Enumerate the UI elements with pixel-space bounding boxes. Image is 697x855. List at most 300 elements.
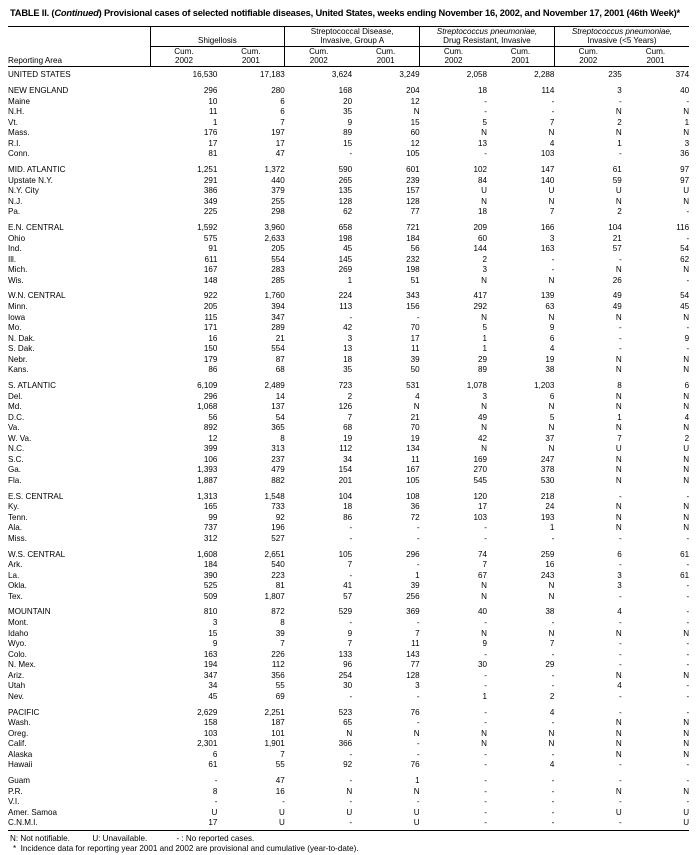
value-cell: N: [615, 196, 622, 206]
table-row: [8, 86, 689, 97]
header-col-6-line1: Cum.: [510, 46, 531, 56]
value-cell: -: [619, 254, 622, 264]
value-cell: 6: [280, 107, 285, 117]
value-cell: 77: [410, 660, 420, 670]
value-cell: U: [481, 186, 487, 196]
table-row: [8, 139, 689, 150]
table-row: [8, 534, 689, 545]
value-cell: N: [548, 444, 555, 454]
value-cell: 2: [347, 391, 353, 401]
value-cell: N: [615, 391, 622, 401]
value-cell: 1,078: [466, 380, 487, 390]
table-row: [8, 291, 689, 302]
value-cell: 97: [680, 165, 690, 175]
value-cell: 374: [675, 70, 690, 80]
reporting-area-cell: N. Mex.: [8, 660, 36, 670]
value-cell: 296: [406, 549, 420, 559]
table-row: [8, 592, 689, 603]
value-cell: 922: [203, 291, 218, 301]
value-cell: 92: [343, 760, 353, 770]
value-cell: 135: [338, 186, 353, 196]
value-cell: 55: [275, 681, 285, 691]
table-row: [8, 455, 689, 466]
value-cell: N: [548, 581, 555, 591]
value-cell: U: [683, 807, 690, 817]
header-col-1-line2: 2002: [174, 56, 193, 66]
value-cell: -: [619, 618, 622, 628]
table-row: [8, 444, 689, 455]
header-col-8: [622, 46, 689, 66]
value-cell: 49: [612, 291, 622, 301]
value-cell: 2: [684, 433, 690, 443]
value-cell: 18: [477, 86, 487, 96]
value-cell: N: [548, 275, 555, 285]
value-cell: 3: [549, 233, 555, 243]
value-cell: N: [683, 365, 690, 375]
value-cell: 394: [271, 301, 285, 311]
value-cell: 105: [406, 475, 420, 485]
value-cell: 9: [549, 323, 555, 333]
table-row: [8, 739, 689, 750]
reporting-area-cell: Hawaii: [8, 760, 33, 770]
value-cell: 545: [473, 475, 487, 485]
value-cell: 18: [477, 207, 487, 217]
reporting-area-cell: W.S. CENTRAL: [8, 549, 66, 559]
reporting-area-cell: Utah: [8, 681, 26, 691]
value-cell: 4: [549, 760, 555, 770]
value-cell: N: [413, 107, 420, 117]
value-cell: -: [686, 581, 690, 591]
table-row: [8, 650, 689, 661]
footnote-incidence: * Incidence data for reporting year 2001 and 2002 are provisional and cumulative (year-to-date).: [13, 844, 359, 854]
value-cell: -: [349, 570, 353, 580]
value-cell: -: [686, 275, 690, 285]
table-row: [8, 629, 689, 640]
value-cell: N: [615, 128, 622, 138]
value-cell: 51: [410, 275, 420, 285]
value-cell: -: [484, 818, 487, 828]
value-cell: -: [686, 233, 690, 243]
value-cell: -: [686, 776, 690, 786]
value-cell: 76: [410, 760, 420, 770]
value-cell: -: [551, 618, 555, 628]
value-cell: 7: [280, 749, 285, 759]
value-cell: -: [551, 96, 555, 106]
reporting-area-cell: Ark.: [8, 560, 23, 570]
table-row: [8, 607, 689, 618]
header-group-strep-pneumoniae-under5-line2: Invasive (<5 Years): [587, 36, 657, 46]
value-cell: 61: [680, 570, 690, 580]
reporting-area-cell: N. Dak.: [8, 333, 35, 343]
value-cell: 232: [406, 254, 420, 264]
reporting-area-cell: Ohio: [8, 233, 26, 243]
table-row: [8, 313, 689, 324]
reporting-area-cell: Amer. Samoa: [8, 807, 58, 817]
value-cell: 3: [482, 391, 487, 401]
value-cell: -: [416, 560, 420, 570]
value-cell: 113: [339, 301, 353, 311]
value-cell: 15: [410, 117, 420, 127]
value-cell: 527: [271, 533, 285, 543]
value-cell: 17: [208, 138, 218, 148]
value-cell: 77: [410, 207, 420, 217]
reporting-area-cell: Tenn.: [8, 512, 28, 522]
value-cell: -: [619, 96, 622, 106]
value-cell: 114: [541, 86, 555, 96]
value-cell: N: [346, 728, 353, 738]
value-cell: 10: [208, 96, 218, 106]
value-cell: N: [615, 402, 622, 412]
value-cell: N: [615, 465, 622, 475]
value-cell: 17,183: [260, 70, 285, 80]
value-cell: 19: [343, 433, 353, 443]
table-row: [8, 413, 689, 424]
value-cell: 16,530: [192, 70, 218, 80]
value-cell: 237: [271, 454, 285, 464]
value-cell: -: [416, 312, 420, 322]
header-group-strep-group-a: [285, 26, 420, 46]
value-cell: N: [683, 354, 690, 364]
value-cell: -: [416, 739, 420, 749]
header-col-7-line2: 2002: [579, 56, 598, 66]
value-cell: 1,760: [264, 291, 285, 301]
reporting-area-cell: Ind.: [8, 244, 22, 254]
value-cell: 38: [545, 365, 555, 375]
value-cell: N: [548, 196, 555, 206]
value-cell: 38: [545, 607, 555, 617]
value-cell: N: [481, 423, 487, 433]
value-cell: 65: [343, 718, 353, 728]
value-cell: 198: [338, 233, 353, 243]
value-cell: 12: [410, 138, 420, 148]
reporting-area-cell: NEW ENGLAND: [8, 86, 69, 96]
reporting-area-cell: S.C.: [8, 454, 24, 464]
value-cell: 196: [271, 523, 285, 533]
value-cell: 379: [271, 186, 285, 196]
value-cell: 1,313: [197, 491, 218, 501]
value-cell: N: [481, 402, 487, 412]
value-cell: 8: [212, 786, 218, 796]
table-row: [8, 465, 689, 476]
value-cell: 723: [338, 380, 353, 390]
value-cell: 6: [280, 96, 285, 106]
value-cell: 285: [271, 275, 285, 285]
value-cell: 29: [477, 354, 487, 364]
value-cell: 509: [203, 591, 218, 601]
value-cell: 157: [406, 186, 420, 196]
value-cell: 187: [271, 718, 285, 728]
value-cell: N: [615, 502, 622, 512]
value-cell: -: [484, 149, 487, 159]
value-cell: 103: [203, 728, 218, 738]
value-cell: 17: [275, 138, 285, 148]
value-cell: 205: [203, 301, 218, 311]
value-cell: 102: [473, 165, 487, 175]
reporting-area-cell: Wash.: [8, 718, 31, 728]
value-cell: N: [481, 628, 487, 638]
value-cell: 41: [343, 581, 353, 591]
value-cell: N: [683, 465, 690, 475]
value-cell: 60: [477, 233, 487, 243]
table-row: [8, 302, 689, 313]
reporting-area-cell: Mass.: [8, 128, 30, 138]
value-cell: 1,887: [197, 475, 218, 485]
table-row: [8, 107, 689, 118]
value-cell: 63: [545, 301, 555, 311]
value-cell: 4: [617, 681, 622, 691]
table-title: [10, 8, 689, 20]
value-cell: 184: [406, 233, 420, 243]
value-cell: -: [686, 96, 690, 106]
value-cell: 103: [473, 512, 487, 522]
value-cell: 165: [203, 502, 218, 512]
value-cell: -: [619, 560, 622, 570]
value-cell: -: [416, 797, 420, 807]
reporting-area-cell: N.J.: [8, 196, 23, 206]
header-group-strep-pneumoniae-drug-resistant: [420, 26, 555, 46]
value-cell: -: [349, 691, 353, 701]
value-cell: N: [683, 512, 690, 522]
header-group-strep-pneumoniae-drug-resistant-line2: Drug Resistant, Invasive: [443, 36, 531, 46]
table-row: [8, 808, 689, 819]
value-cell: N: [683, 475, 690, 485]
value-cell: 169: [473, 454, 487, 464]
value-cell: 7: [549, 207, 555, 217]
value-cell: 166: [540, 222, 555, 232]
header-col-1: [150, 46, 217, 66]
value-cell: -: [619, 776, 622, 786]
value-cell: 62: [343, 207, 353, 217]
value-cell: N: [615, 628, 622, 638]
value-cell: 5: [482, 117, 487, 127]
header-col-5-line1: Cum.: [443, 46, 464, 56]
value-cell: 108: [406, 491, 420, 501]
value-cell: N: [683, 749, 690, 759]
header-col-3-line1: Cum.: [309, 46, 329, 56]
value-cell: 126: [338, 402, 353, 412]
value-cell: 7: [347, 639, 353, 649]
value-cell: 225: [203, 207, 218, 217]
value-cell: 34: [208, 681, 218, 691]
value-cell: 137: [271, 402, 285, 412]
value-cell: 1: [617, 412, 622, 422]
table-row: [8, 818, 689, 829]
header-spacer: [8, 26, 150, 46]
value-cell: 3: [617, 86, 622, 96]
value-cell: 265: [338, 175, 353, 185]
value-cell: N: [683, 628, 690, 638]
value-cell: 347: [271, 312, 285, 322]
value-cell: 21: [612, 233, 622, 243]
reporting-area-cell: C.N.M.I.: [8, 818, 38, 828]
footnotes: [10, 831, 689, 855]
value-cell: 1,251: [197, 165, 218, 175]
value-cell: 50: [410, 365, 420, 375]
value-cell: 2,629: [197, 707, 218, 717]
value-cell: N: [481, 739, 487, 749]
value-cell: -: [686, 707, 690, 717]
table-row: [8, 381, 689, 392]
value-cell: 56: [208, 412, 218, 422]
value-cell: 256: [406, 591, 420, 601]
value-cell: 112: [339, 444, 353, 454]
value-cell: 128: [406, 670, 420, 680]
reporting-area-cell: V.I.: [8, 797, 20, 807]
table-row: [8, 197, 689, 208]
value-cell: 37: [545, 433, 555, 443]
value-cell: N: [683, 391, 690, 401]
table-row: [8, 149, 689, 160]
value-cell: N: [615, 265, 622, 275]
value-cell: -: [551, 749, 555, 759]
value-cell: N: [683, 523, 690, 533]
reporting-area-cell: Ky.: [8, 502, 20, 512]
reporting-area-cell: S. ATLANTIC: [8, 380, 56, 390]
value-cell: -: [686, 681, 690, 691]
table-row: [8, 750, 689, 761]
header-group-strep-pneumoniae-under5-line1: Streptococcus pneumoniae,: [571, 26, 673, 36]
value-cell: -: [551, 718, 555, 728]
value-cell: N: [615, 523, 622, 533]
value-cell: 7: [549, 639, 555, 649]
reporting-area-cell: D.C.: [8, 412, 25, 422]
value-cell: 19: [410, 433, 420, 443]
value-cell: 226: [271, 649, 285, 659]
value-cell: 133: [338, 649, 353, 659]
value-cell: N: [615, 670, 622, 680]
reporting-area-cell: Ariz.: [8, 670, 25, 680]
value-cell: 35: [343, 365, 353, 375]
value-cell: N: [683, 265, 690, 275]
value-cell: 72: [410, 512, 420, 522]
reporting-area-cell: Maine: [8, 96, 31, 106]
value-cell: 55: [275, 760, 285, 770]
value-cell: 810: [203, 607, 218, 617]
value-cell: 20: [343, 96, 353, 106]
reporting-area-cell: Md.: [8, 402, 22, 412]
value-cell: -: [686, 639, 690, 649]
value-cell: N: [683, 312, 690, 322]
value-cell: -: [416, 523, 420, 533]
value-cell: 184: [203, 560, 218, 570]
value-cell: -: [282, 797, 285, 807]
value-cell: -: [349, 618, 353, 628]
value-cell: 1: [684, 117, 690, 127]
value-cell: 54: [680, 291, 690, 301]
value-cell: 201: [338, 475, 353, 485]
value-cell: 197: [271, 128, 285, 138]
reporting-area-cell: Upstate N.Y.: [8, 175, 53, 185]
value-cell: 17: [477, 502, 487, 512]
value-cell: N: [413, 402, 420, 412]
value-cell: U: [278, 807, 285, 817]
value-cell: -: [686, 618, 690, 628]
value-cell: N: [615, 475, 622, 485]
value-cell: U: [413, 818, 420, 828]
value-cell: -: [349, 523, 353, 533]
value-cell: 150: [203, 344, 218, 354]
value-cell: 601: [406, 165, 420, 175]
value-cell: 54: [275, 412, 285, 422]
value-cell: 47: [275, 776, 285, 786]
value-cell: 872: [271, 607, 285, 617]
value-cell: -: [619, 344, 622, 354]
value-cell: -: [551, 818, 555, 828]
value-cell: 737: [203, 523, 218, 533]
value-cell: 57: [343, 591, 353, 601]
value-cell: 3: [415, 681, 420, 691]
value-cell: 194: [203, 660, 218, 670]
value-cell: 139: [540, 291, 555, 301]
value-cell: 74: [477, 549, 487, 559]
reporting-area-cell: Mont.: [8, 618, 29, 628]
value-cell: 87: [275, 354, 285, 364]
value-cell: N: [683, 107, 690, 117]
value-cell: 6: [684, 380, 690, 390]
value-cell: 147: [540, 165, 555, 175]
value-cell: -: [686, 207, 690, 217]
value-cell: 4: [415, 391, 420, 401]
value-cell: 3,249: [399, 70, 420, 80]
table-row: [8, 760, 689, 771]
value-cell: 523: [338, 707, 353, 717]
value-cell: 2: [617, 117, 622, 127]
value-cell: N: [548, 628, 555, 638]
value-cell: U: [413, 807, 420, 817]
value-cell: 154: [338, 465, 353, 475]
value-cell: -: [619, 649, 622, 659]
value-cell: -: [551, 797, 555, 807]
reporting-area-cell: Wis.: [8, 275, 24, 285]
reporting-area-cell: Colo.: [8, 649, 27, 659]
value-cell: 70: [410, 423, 420, 433]
value-cell: -: [484, 707, 487, 717]
value-cell: 7: [347, 412, 353, 422]
value-cell: 120: [473, 491, 487, 501]
value-cell: N: [683, 454, 690, 464]
reporting-area-cell: Del.: [8, 391, 23, 401]
value-cell: 417: [473, 291, 487, 301]
value-cell: -: [551, 786, 555, 796]
value-cell: N: [683, 718, 690, 728]
value-cell: 1,548: [264, 491, 285, 501]
value-cell: 2,058: [466, 70, 487, 80]
value-cell: 4: [617, 607, 622, 617]
table-row: [8, 502, 689, 513]
header-sub-row: [8, 46, 689, 66]
value-cell: 6: [549, 333, 555, 343]
value-cell: 2,489: [264, 380, 285, 390]
value-cell: -: [686, 491, 690, 501]
value-cell: 7: [617, 433, 622, 443]
value-cell: N: [615, 728, 622, 738]
value-cell: -: [416, 533, 420, 543]
value-cell: 11: [411, 639, 420, 649]
header-col-4: [352, 46, 419, 66]
value-cell: 1,068: [197, 402, 218, 412]
value-cell: 540: [271, 560, 285, 570]
value-cell: -: [686, 649, 690, 659]
value-cell: -: [686, 560, 690, 570]
value-cell: 1: [617, 138, 622, 148]
value-cell: 18: [343, 354, 353, 364]
value-cell: -: [349, 797, 353, 807]
value-cell: 525: [203, 581, 218, 591]
value-cell: 2,301: [197, 739, 218, 749]
table-row: [8, 355, 689, 366]
table-row: [8, 560, 689, 571]
value-cell: 270: [473, 465, 487, 475]
